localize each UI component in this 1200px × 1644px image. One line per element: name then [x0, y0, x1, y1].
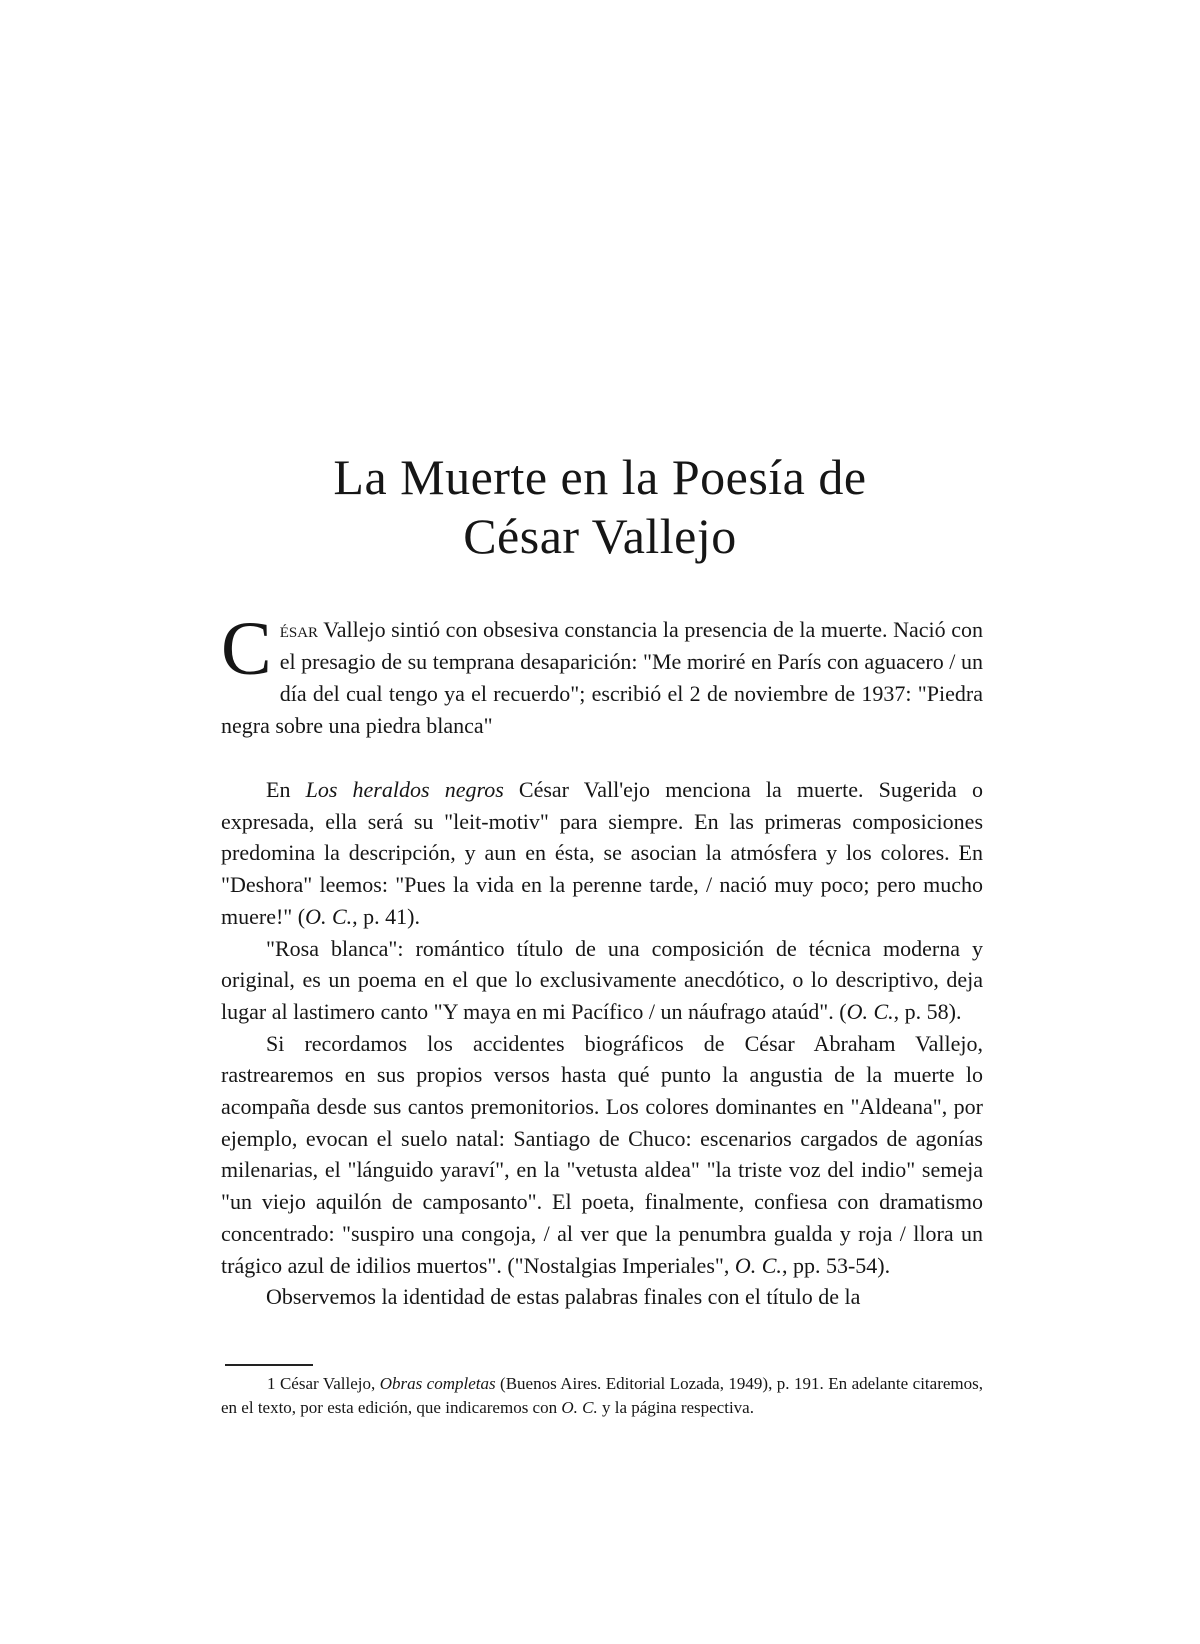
footnote [221, 1372, 983, 1420]
paragraph-4 [221, 1028, 983, 1282]
paragraph-2-citation: O. C. [305, 903, 353, 929]
footnote-number: 1 [267, 1374, 276, 1393]
footnote-text [221, 1372, 983, 1420]
footnote-body: (Buenos Aires. Editorial Lozada, 1949), p. 191. En adelante citaremos, en el texto, por esta edición, que indicaremos con [221, 1374, 983, 1417]
paragraph-1-body: Vallejo sintió con obsesiva constancia la presencia de la muerte. Nació con el presagio de su temprana desaparición: "Me moriré en París con aguacero / un día del cual tengo ya el recuerdo"; escribió el 2 de noviembre de 1937: "Piedra negra sobre una piedra blanca" [221, 617, 983, 738]
paragraph-3-citation-page: , p. 58). [893, 998, 962, 1024]
footnote-lead: César Vallejo, [275, 1374, 380, 1393]
paragraph-1-text [221, 607, 983, 742]
footnote-rule [225, 1364, 313, 1366]
paragraph-1-smallcaps: ésar [279, 617, 319, 642]
paragraph-5 [221, 1281, 983, 1313]
article-title-line-1: La Muerte en la Poesía de [333, 449, 867, 505]
article-body [221, 774, 983, 1313]
paragraph-5-body: Observemos la identidad de estas palabras finales con el título de la [266, 1284, 861, 1310]
footnote-book-title: Obras completas [379, 1374, 496, 1393]
paragraph-3 [221, 933, 983, 1028]
paragraph-2-italic-title: Los heraldos negros [305, 777, 504, 802]
paragraph-4-citation-page: , pp. 53-54). [781, 1252, 891, 1278]
paragraph-3-citation: O. C. [846, 998, 894, 1024]
paragraph-2-lead: En [266, 777, 306, 802]
paragraph-2 [221, 774, 983, 933]
footnote-citation: O. C. [561, 1398, 598, 1417]
article-title-line-2: César Vallejo [463, 508, 737, 564]
paragraph-3-body: "Rosa blanca": romántico título de una composición de técnica moderna y original, es un poema en el que lo exclusivamente anecdótico, o lo descriptivo, deja lugar al lastimero canto "Y maya en mi Pacífico / un náufrago ataúd". ( [221, 935, 983, 1024]
paragraph-4-citation: O. C. [734, 1252, 782, 1278]
paragraph-2-body: César Vall'ejo menciona la muerte. Sugerida o expresada, ella será su "leit-motiv" para siempre. En las primeras composiciones predomina la descripción, y aun en ésta, se asocian la atmósfera y los colores. En "Deshora" leemos: "Pues la vida en la perenne tarde, / nació muy poco; pero mucho muere!" ( [221, 777, 983, 929]
paragraph-1 [221, 607, 983, 742]
paragraph-4-body: Si recordamos los accidentes biográficos de César Abraham Vallejo, rastrearemos en sus propios versos hasta qué punto la angustia de la muerte lo acompaña desde sus cantos premonitorios. Los colores dominantes en "Aldeana", por ejemplo, evocan el suelo natal: Santiago de Chuco: escenarios cargados de agonías milenarias, el "lánguido yaraví", en la "vetusta aldea" "la triste voz del indio" semeja "un viejo aquilón de camposanto". El poeta, finalmente, confiesa con dramatismo concentrado: "suspiro una congoja, / al ver que la penumbra gualda y roja / llora un trágico azul de idilios muertos". ("Nostalgias Imperiales", [221, 1030, 983, 1278]
drop-cap: C [221, 607, 272, 691]
paragraph-2-citation-page: , p. 41). [352, 903, 420, 929]
footnote-tail: y la página respectiva. [597, 1398, 754, 1417]
